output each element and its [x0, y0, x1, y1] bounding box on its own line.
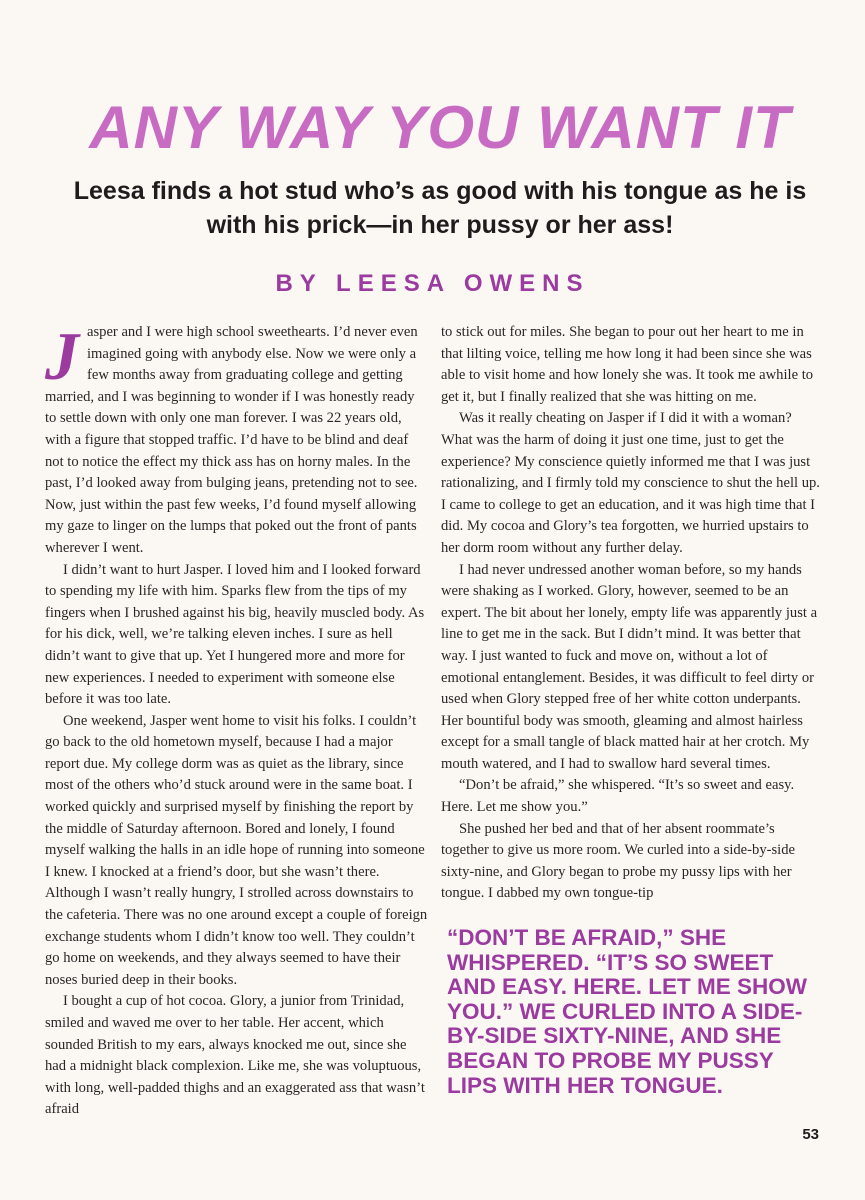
paragraph: I had never undressed another woman before, so my hands were shaking as I worked. Glory, however, seemed to be an expert. The bit about her lonely, empty life was apparently just a line to get me in the sack. But I didn’t mind. It was better that way. I just wanted to fuck and move on, without a lot of emotional entanglement. Besides, it was difficult to feel dirty or used when Glory stepped free of her white cotton underpants. Her bountiful body was smooth, gleaming and almost hairless except for a small tangle of black matted hair at her crotch. My mouth watered, and I had to swallow hard several times. [441, 561, 818, 772]
paragraph: She pushed her bed and that of her absent roommate’s together to give us more room. We curled into a side-by-side sixty-nine, and Glory began to probe my pussy lips with her tongue. I dabbed my own tongue-tip [441, 820, 795, 902]
paragraph: Was it really cheating on Jasper if I did it with a woman? What was the harm of doing it just one time, just to get the experience? My conscience quietly informed me that I was just rationalizing, and I firmly told my conscience to shut the hell up. I came to college to get an education, and it was high time that I did. My cocoa and Glory’s tea forgotten, we hurried upstairs to her dorm room without any further delay. [441, 410, 820, 556]
pull-quote: “DON’T BE AFRAID,” SHE WHISPERED. “IT’S SO SWEET AND EASY. HERE. LET ME SHOW YOU.” WE CURLED INTO A SIDE-BY-SIDE SIXTY-NINE, AND SHE BEGAN TO PROBE MY PUSSY LIPS WITH HER TONGUE. [447, 925, 808, 1098]
article-title: ANY WAY YOU WANT IT [89, 94, 791, 161]
right-column [441, 322, 821, 905]
paragraph: One weekend, Jasper went home to visit his folks. I couldn’t go back to the old hometown myself, because I had a major report due. My college dorm was as quiet as the library, since most of the others who’d stuck around were in the same boat. I worked quickly and surprised myself by finishing the report by the middle of Saturday afternoon. Bored and lonely, I found myself walking the halls in an idle hope of running into someone I knew. I knocked at a friend’s door, but she wasn’t there. Although I wasn’t really hungry, I strolled across downstairs to the cafeteria. There was no one around except a couple of foreign exchange students whom I didn’t know too well. They couldn’t go home on weekends, and they always seemed to have their noses buried deep in their books. [45, 712, 428, 988]
paragraph: I bought a cup of hot cocoa. Glory, a junior from Trinidad, smiled and waved me over to her table. Her accent, which sounded British to my ears, always knocked me out, since she had a midnight black complexion. Like me, she was voluptuous, with long, well-padded thighs and an exaggerated ass that wasn’t afraid [45, 993, 425, 1118]
paragraph: I didn’t want to hurt Jasper. I loved him and I looked forward to spending my life with him. Sparks flew from the tips of my fingers when I brushed against his big, heavily muscled body. As for his dick, well, we’re talking eleven inches. I sure as hell didn’t want to give that up. Yet I hungered more and more for new experiences. I needed to experiment with someone else before it was too late. [45, 561, 425, 708]
paragraph: “Don’t be afraid,” she whispered. “It’s so sweet and easy. Here. Let me show you.” [441, 777, 795, 816]
byline: BY LEESA OWENS [275, 270, 590, 297]
article-subtitle: Leesa finds a hot stud who’s as good with his tongue as he is with his prick—in her pussy or her ass! [73, 177, 807, 239]
paragraph: to stick out for miles. She began to pour out her heart to me in that lilting voice, telling me how long it had been since she was able to visit home and how lonely she was. It took me awhile to get it, but I finally realized that she was hitting on me. [441, 324, 814, 405]
paragraph [45, 318, 428, 560]
page-number: 53 [802, 1126, 819, 1143]
paragraph-text: asper and I were high school sweethearts. I’d never even imagined going with anybody else. Now we were only a few months away from graduating college and getting married, and I was beginning to wonder if I was honestly ready to settle down with only one man forever. I was 22 years old, with a figure that stopped traffic. I’d have to be blind and deaf not to notice the effect my thick ass has on horny males. In the past, I’d looked away from bulging jeans, pretending not to see. Now, just within the past few weeks, I’d found myself allowing my gaze to linger on the lumps that poked out the front of pants wherever I went. [45, 324, 418, 556]
drop-cap: J [45, 318, 79, 394]
left-column [45, 318, 428, 1121]
